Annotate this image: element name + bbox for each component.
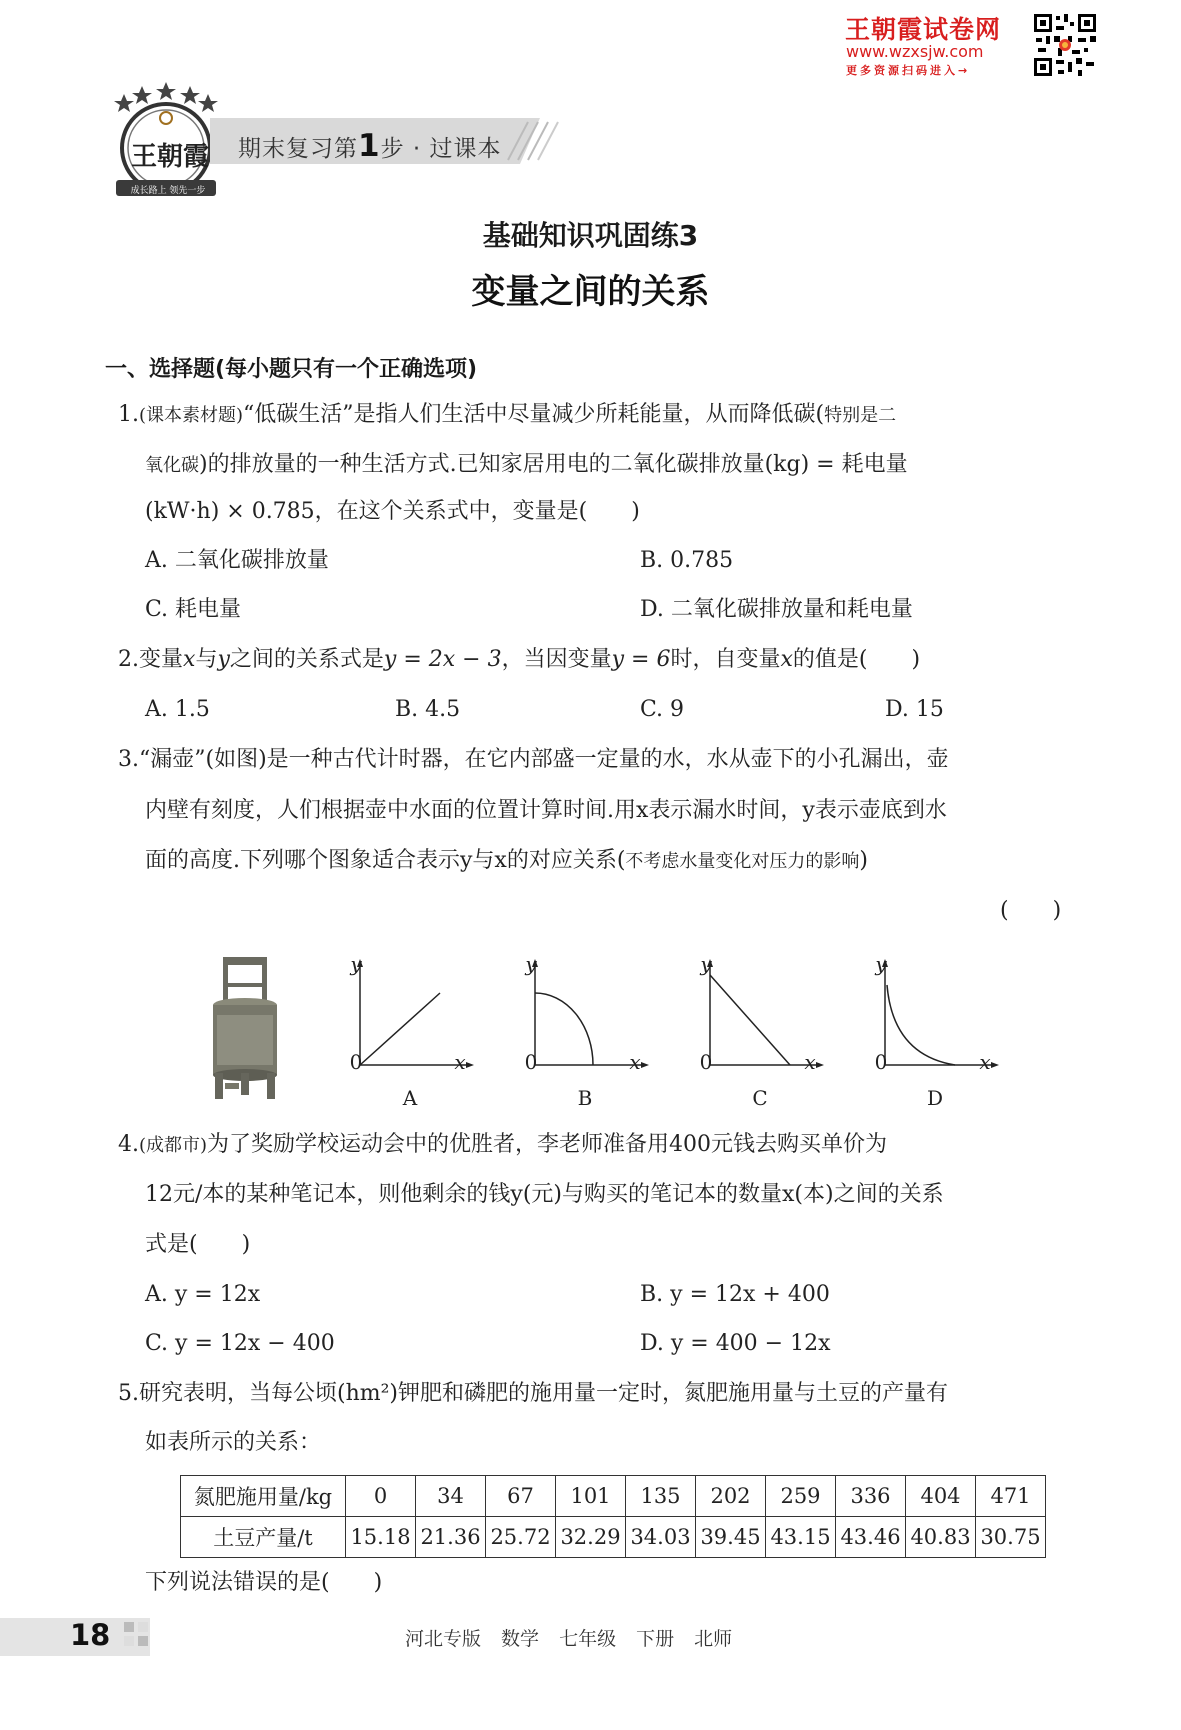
banner-title: 期末复习第1步 · 过课本 — [238, 128, 502, 164]
q4-line2: 12元/本的某种笔记本，则他剩余的钱y(元)与购买的笔记本的数量x(本)之间的关系 — [145, 1182, 944, 1207]
q3-line2: 内壁有刻度，人们根据壶中水面的位置计算时间.用x表示漏水时间，y表示壶底到水 — [145, 798, 947, 823]
footer-text: 河北专版 数学 七年级 下册 北师 — [405, 1628, 733, 1650]
table-row — [181, 1476, 1046, 1517]
graph-c-y-label: y — [700, 952, 712, 976]
table-row-header: 土豆产量/t — [181, 1517, 346, 1558]
q1-option-a[interactable]: A. 二氧化碳排放量 — [145, 548, 329, 573]
brand-title: 王朝霞试卷网 — [845, 15, 1002, 44]
worksheet-title: 变量之间的关系 — [471, 272, 710, 312]
table-cell: 101 — [556, 1476, 626, 1517]
q1-line3: (kW·h) × 0.785，在这个关系式中，变量是( ) — [145, 499, 640, 524]
table-cell: 43.46 — [836, 1517, 906, 1558]
table-cell: 135 — [626, 1476, 696, 1517]
q4-option-d[interactable]: D. y = 400 − 12x — [640, 1331, 831, 1356]
q2-line1: 2.变量x与y之间的关系式是y = 2x − 3，当因变量y = 6时，自变量x的值是( ) — [118, 647, 921, 672]
q1-tag: (课本素材题) — [139, 405, 244, 426]
graph-c-origin: 0 — [699, 1050, 713, 1074]
graph-b-label[interactable]: B — [577, 1086, 593, 1110]
q4-option-c[interactable]: C. y = 12x − 400 — [145, 1331, 335, 1356]
q4-number: 4. — [118, 1132, 139, 1157]
q4-option-b[interactable]: B. y = 12x + 400 — [640, 1282, 830, 1307]
water-clock-icon — [205, 955, 285, 1105]
q5-number: 5. — [118, 1381, 139, 1406]
graph-a-y-label: y — [350, 952, 362, 976]
q1-option-d[interactable]: D. 二氧化碳排放量和耗电量 — [640, 597, 913, 622]
table-cell: 40.83 — [906, 1517, 976, 1558]
graph-d-y-label: y — [875, 952, 887, 976]
page-number: 18 — [70, 1618, 111, 1652]
table-cell: 25.72 — [486, 1517, 556, 1558]
q5-line2: 如表所示的关系： — [145, 1430, 322, 1455]
table-cell: 15.18 — [346, 1517, 416, 1558]
q2-number: 2. — [118, 647, 139, 672]
q3-line3: 面的高度.下列哪个图象适合表示y与x的对应关系(不考虑水量变化对压力的影响) — [145, 848, 869, 873]
footer-decoration — [122, 1620, 152, 1654]
table-cell: 43.15 — [766, 1517, 836, 1558]
q2-option-d[interactable]: D. 15 — [885, 697, 944, 722]
graph-c-label[interactable]: C — [752, 1086, 768, 1110]
brand-url[interactable]: www.wzxsjw.com — [846, 42, 984, 61]
table-cell: 21.36 — [416, 1517, 486, 1558]
logo-text: 王朝霞 — [131, 142, 210, 172]
graph-b-x-label: x — [629, 1050, 641, 1074]
q1-line1: 1.(课本素材题)“低碳生活”是指人们生活中尽量减少所耗能量，从而降低碳(特别是二 — [118, 402, 897, 427]
q4-option-a[interactable]: A. y = 12x — [145, 1282, 261, 1307]
q4-line3: 式是( ) — [145, 1232, 251, 1257]
q1-option-b[interactable]: B. 0.785 — [640, 548, 734, 573]
table-cell: 34.03 — [626, 1517, 696, 1558]
table-cell: 34 — [416, 1476, 486, 1517]
table-cell: 67 — [486, 1476, 556, 1517]
q1-line2: 氧化碳)的排放量的一种生活方式.已知家居用电的二氧化碳排放量(kg) = 耗电量 — [145, 452, 908, 477]
q1-number: 1. — [118, 402, 139, 427]
section-heading: 一、选择题(每小题只有一个正确选项) — [105, 357, 478, 382]
q5-line1: 5.研究表明，当每公顷(hm²)钾肥和磷肥的施用量一定时，氮肥施用量与土豆的产量有 — [118, 1381, 949, 1406]
q2-option-b[interactable]: B. 4.5 — [395, 697, 461, 722]
graph-a — [340, 955, 480, 1105]
q2-option-a[interactable]: A. 1.5 — [145, 697, 210, 722]
graph-d-label[interactable]: D — [926, 1086, 944, 1110]
q3-answer-paren: ( ) — [1000, 898, 1062, 923]
graph-d-origin: 0 — [874, 1050, 888, 1074]
graph-b-origin: 0 — [524, 1050, 538, 1074]
graph-d-x-label: x — [979, 1050, 991, 1074]
graph-b-y-label: y — [525, 952, 537, 976]
table-cell: 39.45 — [696, 1517, 766, 1558]
q5-question: 下列说法错误的是( ) — [145, 1570, 383, 1595]
table-cell: 471 — [976, 1476, 1046, 1517]
table-cell: 32.29 — [556, 1517, 626, 1558]
brand-slogan: 更多资源扫码进入→ — [846, 64, 971, 77]
graph-c — [690, 955, 830, 1105]
logo-motto: 成长路上 领先一步 — [130, 186, 206, 196]
table-cell: 30.75 — [976, 1517, 1046, 1558]
table-cell: 404 — [906, 1476, 976, 1517]
q4-line1: 4.(成都市)为了奖励学校运动会中的优胜者，李老师准备用400元钱去购买单价为 — [118, 1132, 888, 1157]
q3-line1: 3.“漏壶”(如图)是一种古代计时器，在它内部盛一定量的水，水从壶下的小孔漏出，壶 — [118, 747, 949, 772]
graph-d — [865, 955, 1005, 1105]
table-row-header: 氮肥施用量/kg — [181, 1476, 346, 1517]
q4-tag: (成都市) — [139, 1135, 208, 1156]
graph-a-origin: 0 — [349, 1050, 363, 1074]
q2-option-c[interactable]: C. 9 — [640, 697, 685, 722]
graph-a-label[interactable]: A — [402, 1086, 418, 1110]
table-cell: 202 — [696, 1476, 766, 1517]
graph-a-x-label: x — [454, 1050, 466, 1074]
qr-code-icon[interactable] — [1032, 12, 1098, 78]
q1-option-c[interactable]: C. 耗电量 — [145, 597, 242, 622]
graph-c-x-label: x — [804, 1050, 816, 1074]
q3-number: 3. — [118, 747, 139, 772]
graph-b — [515, 955, 655, 1105]
fertilizer-yield-table — [180, 1475, 1046, 1558]
table-cell: 336 — [836, 1476, 906, 1517]
worksheet-subtitle: 基础知识巩固练3 — [482, 219, 699, 252]
table-cell: 0 — [346, 1476, 416, 1517]
table-cell: 259 — [766, 1476, 836, 1517]
table-row — [181, 1517, 1046, 1558]
